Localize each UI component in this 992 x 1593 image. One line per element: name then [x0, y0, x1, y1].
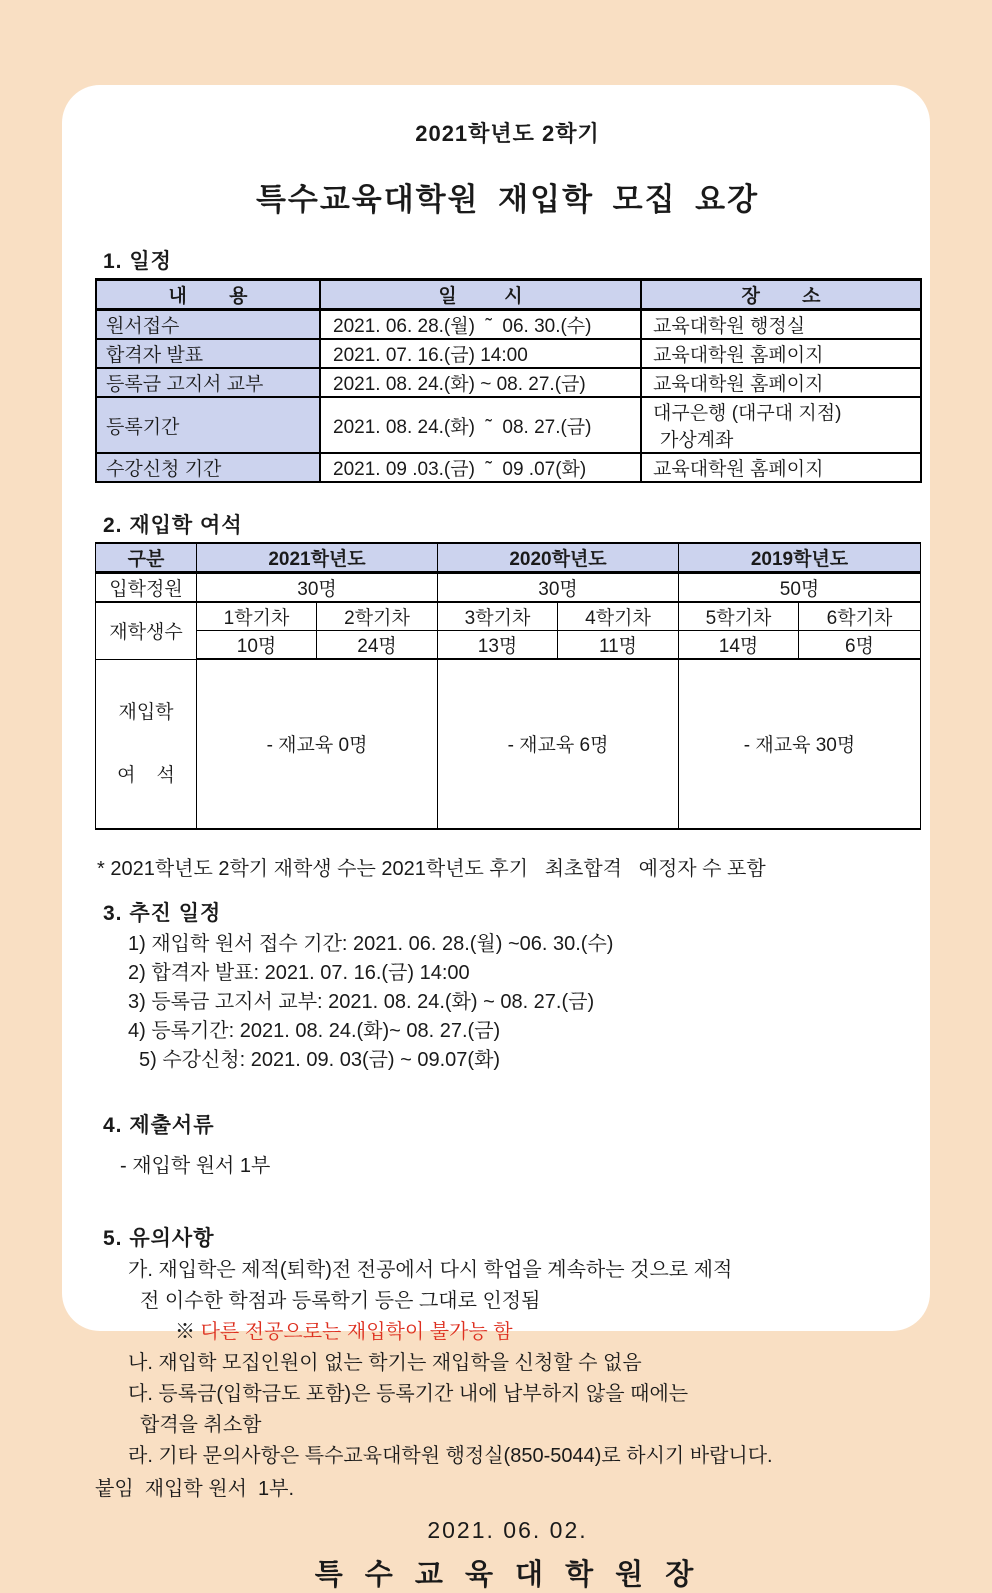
enrolled-count-row: [96, 631, 921, 660]
vacancy-label: [96, 659, 197, 829]
enrolled-count: 6명: [799, 631, 921, 660]
notice-item-ga-line2: 전 이수한 학점과 등록학기 등은 그대로 인정됨: [140, 1289, 541, 1312]
enrolled-count: 13명: [438, 631, 558, 660]
timeline-item-3: 3) 등록금 고지서 교부: 2021. 08. 24.(화) ~ 08. 27.(금): [128, 990, 595, 1013]
schedule-row-course-enrollment: [96, 453, 921, 482]
schedule-datetime-cell: 2021. 07. 16.(금) 14:00: [320, 339, 641, 368]
schedule-place-cell: 교육대학원 홈페이지: [641, 339, 921, 368]
schedule-content-cell: 합격자 발표: [96, 339, 320, 368]
attachment-line: 붙임 재입학 원서 1부.: [95, 1477, 295, 1500]
doc-subtitle: 2021학년도 2학기: [415, 121, 600, 146]
vacancy-value: - 재교육 0명: [197, 659, 438, 829]
notice-item-ra: 라. 기타 문의사항은 특수교육대학원 행정실(850-5044)로 하시기 바랍니다.: [128, 1444, 773, 1467]
required-document-item: - 재입학 원서 1부: [120, 1154, 271, 1177]
quota-row: [96, 573, 921, 603]
enrolled-count: 10명: [197, 631, 317, 660]
schedule-row-announcement: [96, 339, 921, 368]
semester-header: 4학기차: [558, 602, 679, 631]
semester-header: 6학기차: [799, 602, 921, 631]
vacancy-label-line2: 여 석: [117, 764, 175, 786]
vacancy-col-year-2020: 2020학년도: [438, 543, 679, 573]
semester-header: 2학기차: [317, 602, 438, 631]
quota-value: 50명: [679, 573, 921, 603]
section1-heading: 1. 일정: [103, 250, 172, 273]
schedule-datetime-cell: 2021. 06. 28.(월) ˜ 06. 30.(수): [320, 310, 641, 340]
schedule-place-line2: 가상계좌: [660, 430, 734, 451]
vacancy-value: - 재교육 30명: [679, 659, 921, 829]
schedule-content-cell: 등록기간: [96, 397, 320, 453]
reference-mark: ※: [175, 1320, 195, 1343]
quota-value: 30명: [197, 573, 438, 603]
schedule-place-cell: 교육대학원 홈페이지: [641, 453, 921, 482]
notice-item-ga-line1: 가. 재입학은 제적(퇴학)전 전공에서 다시 학업을 계속하는 것으로 제적: [128, 1258, 733, 1281]
vacancy-value: - 재교육 6명: [438, 659, 679, 829]
section3-heading: 3. 추진 일정: [103, 901, 222, 925]
timeline-item-1: 1) 재입학 원서 접수 기간: 2021. 06. 28.(월) ~06. 30.(수): [128, 932, 614, 955]
schedule-content-cell: 수강신청 기간: [96, 453, 320, 482]
schedule-col-place: 장 소: [641, 280, 921, 310]
schedule-col-content: 내 용: [96, 280, 320, 310]
vacancy-table: [95, 542, 921, 830]
schedule-place-cell: 교육대학원 홈페이지: [641, 368, 921, 397]
schedule-datetime-cell: 2021. 09 .03.(금) ˜ 09 .07(화): [320, 453, 641, 482]
notice-item-da-line1: 다. 등록금(입학금도 포함)은 등록기간 내에 납부하지 않을 때에는: [128, 1382, 689, 1405]
vacancy-row: [96, 659, 921, 829]
quota-label: 입학정원: [96, 573, 197, 603]
vacancy-header-row: [96, 543, 921, 573]
semester-header: 5학기차: [679, 602, 799, 631]
document-card: [62, 85, 930, 1591]
semester-header: 3학기차: [438, 602, 558, 631]
notice-item-na: 나. 재입학 모집인원이 없는 학기는 재입학을 신청할 수 없음: [128, 1351, 642, 1374]
enrolled-semester-row: [96, 602, 921, 631]
section4-heading: 4. 제출서류: [103, 1113, 215, 1137]
enrolled-count: 11명: [558, 631, 679, 660]
notice-warning-text: 다른 전공으로는 재입학이 불가능 함: [200, 1320, 513, 1343]
issue-date: 2021. 06. 02.: [427, 1516, 588, 1543]
schedule-header-row: [96, 280, 921, 310]
enrolled-count: 14명: [679, 631, 799, 660]
doc-title: 특수교육대학원 재입학 모집 요강: [255, 182, 760, 217]
schedule-row-application: [96, 310, 921, 340]
schedule-datetime-cell: 2021. 08. 24.(화) ˜ 08. 27.(금): [320, 397, 641, 453]
vacancy-col-year-2021: 2021학년도: [197, 543, 438, 573]
enrolled-count: 24명: [317, 631, 438, 660]
vacancy-label-line1: 재입학: [118, 701, 174, 723]
dean-signature: 특 수 교 육 대 학 원 장: [314, 1558, 701, 1591]
schedule-datetime-cell: 2021. 08. 24.(화) ~ 08. 27.(금): [320, 368, 641, 397]
schedule-col-datetime: 일 시: [320, 280, 641, 310]
schedule-place-line1: 대구은행 (대구대 지점): [653, 403, 842, 424]
timeline-item-5: 5) 수강신청: 2021. 09. 03(금) ~ 09.07(화): [139, 1048, 501, 1071]
vacancy-footnote: * 2021학년도 2학기 재학생 수는 2021학년도 후기 최초합격 예정자 수 포함: [97, 857, 766, 880]
notice-item-da-line2: 합격을 취소함: [140, 1413, 262, 1436]
schedule-place-cell: [641, 397, 921, 453]
schedule-row-registration: [96, 397, 921, 453]
section2-heading: 2. 재입학 여석: [103, 514, 243, 537]
vacancy-col-year-2019: 2019학년도: [679, 543, 921, 573]
semester-header: 1학기차: [197, 602, 317, 631]
schedule-table: [95, 278, 922, 483]
schedule-content-cell: 등록금 고지서 교부: [96, 368, 320, 397]
notice-warning-line: [175, 1317, 920, 1348]
vacancy-col-gubun: 구분: [96, 543, 197, 573]
timeline-item-4: 4) 등록기간: 2021. 08. 24.(화)~ 08. 27.(금): [128, 1019, 501, 1042]
timeline-item-2: 2) 합격자 발표: 2021. 07. 16.(금) 14:00: [128, 961, 470, 984]
enrolled-label: 재학생수: [96, 602, 197, 659]
section5-heading: 5. 유의사항: [103, 1226, 215, 1250]
schedule-place-cell: 교육대학원 행정실: [641, 310, 921, 340]
quota-value: 30명: [438, 573, 679, 603]
schedule-row-bill: [96, 368, 921, 397]
schedule-content-cell: 원서접수: [96, 310, 320, 340]
